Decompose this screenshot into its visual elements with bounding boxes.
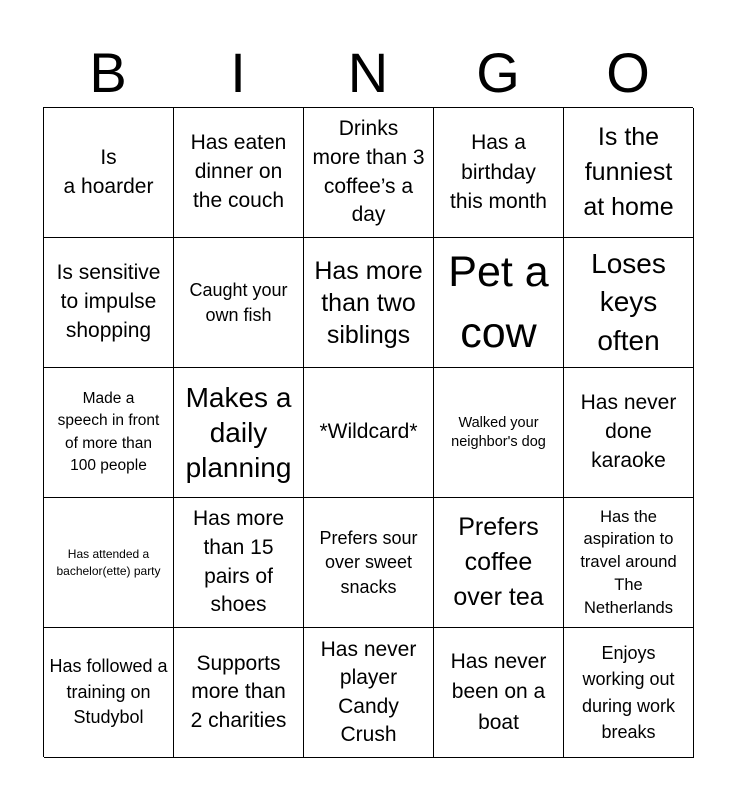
bingo-cell[interactable] [44,628,174,758]
bingo-cell[interactable] [174,368,304,498]
bingo-cell[interactable] [304,108,434,238]
bingo-header [43,40,693,106]
cell-text: Loses keys often [591,247,666,356]
bingo-cell[interactable] [564,628,694,758]
bingo-cell[interactable] [44,108,174,238]
header-letter-g: G [476,41,520,104]
bingo-cell[interactable] [174,498,304,628]
cell-text: Pet a cow [448,248,549,357]
bingo-cell[interactable] [564,498,694,628]
cell-text: *Wildcard* [319,420,418,444]
cell-text: Is the funniest at home [583,123,674,221]
bingo-cell[interactable] [434,628,564,758]
header-letter-b: B [89,41,127,104]
cell-text: Has never done karaoke [580,391,677,472]
cell-text: Has attended a bachelor(ette) party [56,547,161,578]
cell-text: Has never player Candy Crush [320,637,417,746]
cell-text: Is sensitive to impulse shopping [56,261,161,342]
cell-text: Prefers sour over sweet snacks [319,528,418,597]
bingo-grid [43,107,693,757]
header-letter-i: I [230,41,246,104]
bingo-cell[interactable] [304,238,434,368]
bingo-cell[interactable] [174,628,304,758]
bingo-cell[interactable] [304,498,434,628]
bingo-cell[interactable] [564,238,694,368]
cell-text: Caught your own fish [189,280,288,325]
cell-text: Enjoys working out during work breaks [581,643,676,742]
cell-text: Supports more than 2 charities [190,651,287,732]
cell-text: Makes a daily planning [185,382,292,483]
cell-text: Made a speech in front of more than 100 people [57,389,160,474]
bingo-cell[interactable] [174,108,304,238]
bingo-cell[interactable] [174,238,304,368]
cell-text: Has a birthday this month [450,131,547,214]
cell-text: Drinks more than 3 coffee’s a day [312,116,425,227]
bingo-cell[interactable] [304,368,434,498]
bingo-cell[interactable] [434,108,564,238]
cell-text: Prefers coffee over tea [453,513,544,611]
cell-text: Has more than 15 pairs of shoes [192,506,285,617]
bingo-cell[interactable] [564,368,694,498]
header-letter-o: O [606,41,650,104]
bingo-cell[interactable] [434,498,564,628]
bingo-cell[interactable] [44,368,174,498]
cell-text: Has eaten dinner on the couch [190,131,287,212]
bingo-cell[interactable] [434,238,564,368]
bingo-cell[interactable] [304,628,434,758]
bingo-cell[interactable] [44,238,174,368]
cell-text: Has more than two siblings [314,256,423,349]
bingo-cell[interactable] [44,498,174,628]
bingo-cell[interactable] [434,368,564,498]
cell-text: Has followed a training on Studybol [49,656,168,728]
cell-text: Has never been on a boat [450,649,547,734]
cell-text: Has the aspiration to travel around The Netherlands [580,507,677,617]
bingo-cell[interactable] [564,108,694,238]
cell-text: Walked your neighbor's dog [451,414,546,450]
header-letter-n: N [347,41,389,104]
cell-text: Is a hoarder [63,145,154,198]
